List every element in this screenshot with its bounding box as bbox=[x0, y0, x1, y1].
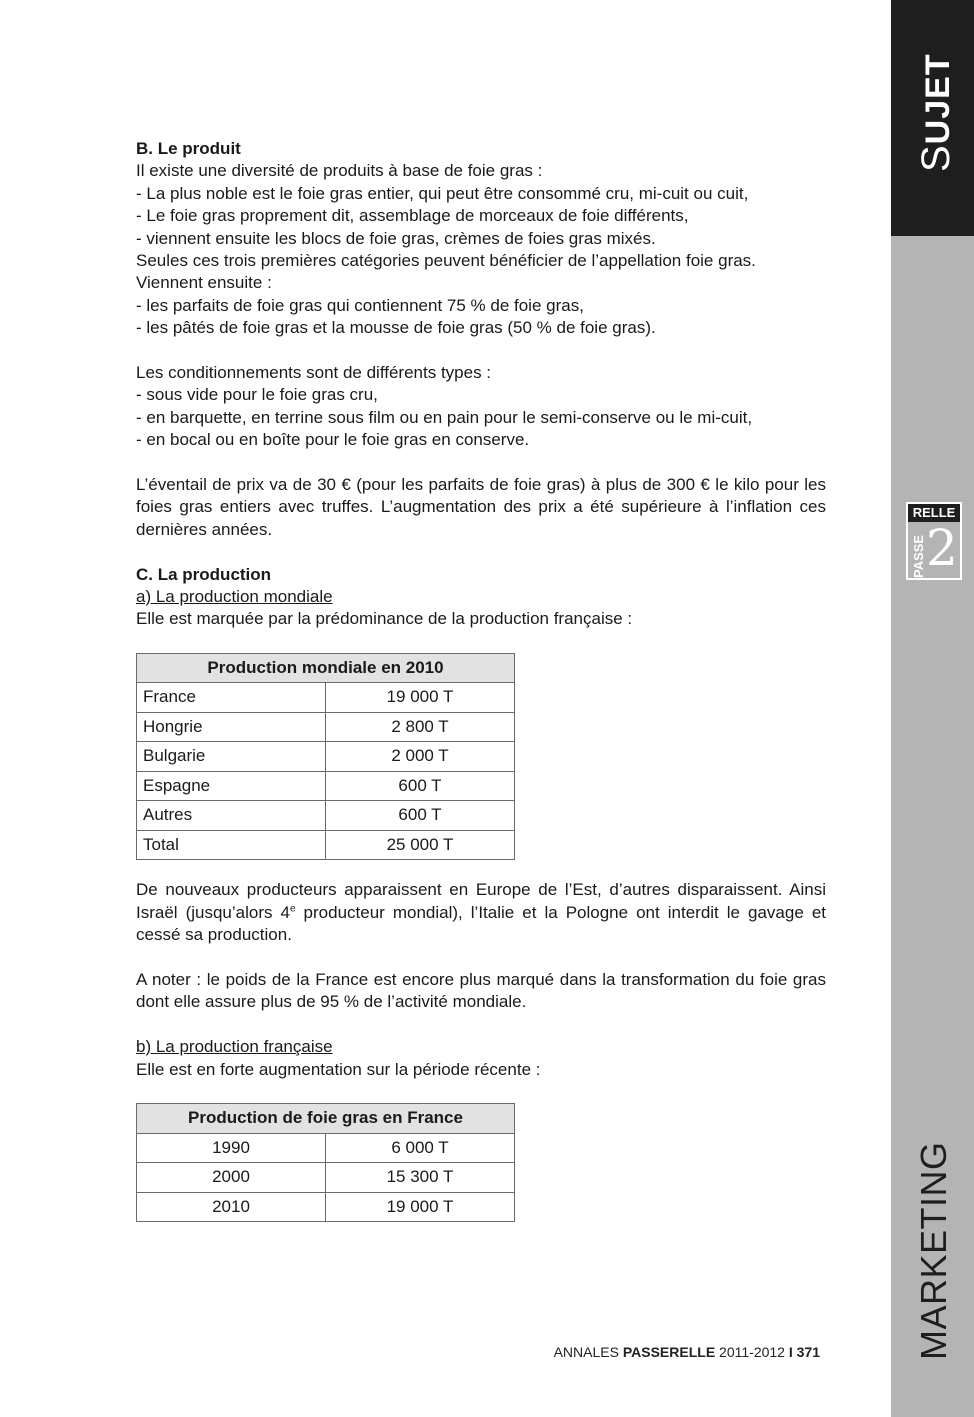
subsection-b-title: b) La production française bbox=[136, 1037, 333, 1057]
section-c-title: C. La production bbox=[136, 564, 272, 584]
list-item: - sous vide pour le foie gras cru, bbox=[136, 385, 378, 405]
page-footer: ANNALES PASSERELLE 2011-2012 I 371 bbox=[553, 1344, 820, 1360]
france-production-table bbox=[136, 1103, 515, 1222]
sidebar-marketing-label: MARKETING bbox=[913, 1141, 954, 1360]
table-row: 2000 15 300 T bbox=[137, 1163, 515, 1193]
table-row: Hongrie 2 800 T bbox=[137, 712, 515, 742]
subsection-a-title: a) La production mondiale bbox=[136, 587, 333, 607]
subsection-a-text: Elle est marquée par la prédominance de la production française : bbox=[136, 609, 633, 629]
appellation-text: Seules ces trois premières catégories peuvent bénéficier de l’appellation foie gras. bbox=[136, 251, 756, 271]
table-header: Production de foie gras en France bbox=[137, 1104, 515, 1134]
table-header: Production mondiale en 2010 bbox=[137, 653, 515, 683]
world-production-table bbox=[136, 653, 515, 861]
table-row: France 19 000 T bbox=[137, 683, 515, 713]
conditionnement-intro: Les conditionnements sont de différents types : bbox=[136, 363, 492, 383]
sidebar-sujet-label: SUJET bbox=[914, 53, 958, 172]
list-item: - les pâtés de foie gras et la mousse de foie gras (50 % de foie gras). bbox=[136, 318, 656, 338]
subsection-b-text: Elle est en forte augmentation sur la période récente : bbox=[136, 1059, 541, 1079]
page-number: 371 bbox=[796, 1344, 820, 1360]
table-row: Espagne 600 T bbox=[137, 771, 515, 801]
prix-paragraph: L’éventail de prix va de 30 € (pour les parfaits de foie gras) à plus de 300 € le kilo pour les foies gras entiers avec truffes. L’augmentation des prix a été supérieure à l’inflation ces dernières années. bbox=[136, 475, 826, 539]
list-item: - viennent ensuite les blocs de foie gras, crèmes de foies gras mixés. bbox=[136, 228, 656, 248]
page-content bbox=[136, 138, 826, 1222]
table-row: Total 25 000 T bbox=[137, 830, 515, 860]
list-item: - Le foie gras proprement dit, assemblage de morceaux de foie différents, bbox=[136, 206, 689, 226]
ensuite-text: Viennent ensuite : bbox=[136, 273, 272, 293]
list-item: - La plus noble est le foie gras entier, qui peut être consommé cru, mi-cuit ou cuit, bbox=[136, 183, 749, 203]
list-item: - en bocal ou en boîte pour le foie gras en conserve. bbox=[136, 430, 530, 450]
section-b-intro: Il existe une diversité de produits à base de foie gras : bbox=[136, 161, 543, 181]
list-item: - les parfaits de foie gras qui contiennent 75 % de foie gras, bbox=[136, 295, 584, 315]
new-producers-paragraph: De nouveaux producteurs apparaissent en Europe de l’Est, d’autres disparaissent. Ainsi Israël (jusqu’alors 4e producteur mondial), l’Italie et la Pologne ont interdit le gavage et cessé sa production. bbox=[136, 880, 826, 945]
table-row: Bulgarie 2 000 T bbox=[137, 742, 515, 772]
table-row: 1990 6 000 T bbox=[137, 1133, 515, 1163]
passerelle-2-logo: RELLE PASSE 2 bbox=[906, 502, 962, 580]
table-row: 2010 19 000 T bbox=[137, 1192, 515, 1222]
list-item: - en barquette, en terrine sous film ou en pain pour le semi-conserve ou le mi-cuit, bbox=[136, 407, 753, 427]
section-b-title: B. Le produit bbox=[136, 139, 241, 158]
table-row: Autres 600 T bbox=[137, 801, 515, 831]
note-paragraph: A noter : le poids de la France est encore plus marqué dans la transformation du foie gras dont elle assure plus de 95 % de l’activité mondiale. bbox=[136, 970, 826, 1012]
